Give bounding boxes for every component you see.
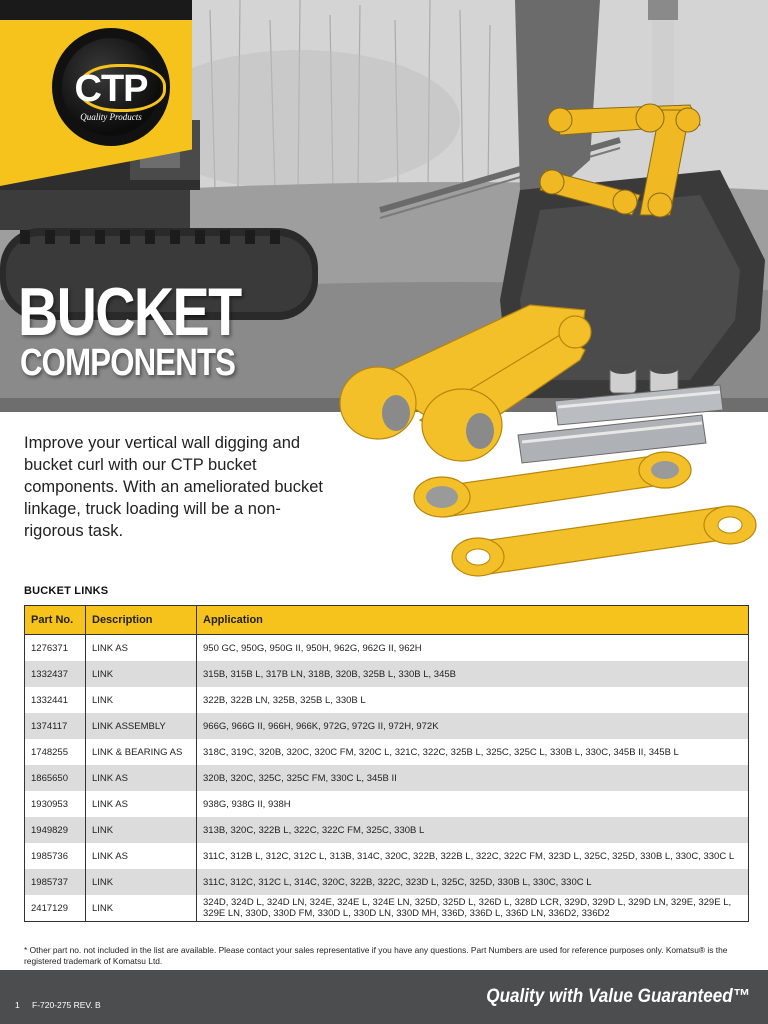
- part-no-cell: 1374117: [25, 713, 86, 739]
- description-cell: LINK: [86, 687, 197, 713]
- table-row: [25, 843, 749, 869]
- intro-paragraph: Improve your vertical wall digging and bucket curl with our CTP bucket components. With an ameliorated bucket linkage, truck loading will be a non-rigorous task.: [24, 434, 323, 540]
- application-cell: 966G, 966G II, 966H, 966K, 972G, 972G II, 972H, 972K: [197, 713, 749, 739]
- application-cell: 311C, 312B L, 312C, 312C L, 313B, 314C, 320C, 322B, 322B L, 322C, 322C FM, 323D L, 325C, 325D, 330B L, 330C, 330C L: [197, 843, 749, 869]
- application-cell: 313B, 320C, 322B L, 322C, 322C FM, 325C, 330B L: [197, 817, 749, 843]
- application-cell: 320B, 320C, 325C, 325C FM, 330C L, 345B II: [197, 765, 749, 791]
- application-cell: 938G, 938G II, 938H: [197, 791, 749, 817]
- description-cell: LINK AS: [86, 635, 197, 662]
- table-row: [25, 739, 749, 765]
- table-row: [25, 869, 749, 895]
- logo-text: CTP: [74, 68, 148, 110]
- header-application: Application: [197, 606, 749, 635]
- table-row: [25, 687, 749, 713]
- table-row: [25, 791, 749, 817]
- description-cell: LINK ASSEMBLY: [86, 713, 197, 739]
- table-row: [25, 713, 749, 739]
- part-no-cell: 1276371: [25, 635, 86, 662]
- application-cell: 950 GC, 950G, 950G II, 950H, 962G, 962G II, 962H: [197, 635, 749, 662]
- footer-tagline: Quality with Value Guaranteed™: [486, 986, 750, 1007]
- page-title: BUCKET: [18, 274, 241, 350]
- page-number: 1: [15, 1000, 20, 1010]
- description-cell: LINK: [86, 869, 197, 895]
- application-cell: 322B, 322B LN, 325B, 325B L, 330B L: [197, 687, 749, 713]
- application-cell: 311C, 312C, 312C L, 314C, 320C, 322B, 322C, 323D L, 325C, 325D, 330B L, 330C, 330C L: [197, 869, 749, 895]
- application-cell: 324D, 324D L, 324D LN, 324E, 324E L, 324E LN, 325D, 325D L, 326D L, 328D LCR, 329D, 329D L, 329D LN, 329E, 329E L, 329E LN, 330D, 330D FM, 330D L, 330D LN, 330D MH, 336D, 336D L, 336D LN, 336D2, 336D2: [197, 895, 749, 922]
- description-cell: LINK: [86, 817, 197, 843]
- table-row: [25, 635, 749, 662]
- part-no-cell: 1985737: [25, 869, 86, 895]
- part-no-cell: 1985736: [25, 843, 86, 869]
- table-title: BUCKET LINKS: [24, 585, 109, 597]
- footnote: * Other part no. not included in the list are available. Please contact your sales representative if you have any questions. Part Numbers are used for reference purposes only. Komatsu® is the registered trademark of Komatsu Ltd.: [24, 945, 728, 966]
- bucket-links-table: [24, 605, 749, 922]
- part-no-cell: 1748255: [25, 739, 86, 765]
- description-cell: LINK AS: [86, 765, 197, 791]
- description-cell: LINK AS: [86, 843, 197, 869]
- page-subtitle: COMPONENTS: [20, 342, 236, 384]
- ctp-logo: [48, 24, 174, 150]
- table-header-row: [25, 606, 749, 635]
- description-cell: LINK: [86, 661, 197, 687]
- header-description: Description: [86, 606, 197, 635]
- application-cell: 318C, 319C, 320B, 320C, 320C FM, 320C L, 321C, 322C, 325B L, 325C, 325C L, 330B L, 330C, 345B II, 345B L: [197, 739, 749, 765]
- page-footer: [0, 970, 768, 1024]
- bucket-links-product-image: [330, 285, 768, 595]
- table-row: [25, 895, 749, 922]
- part-no-cell: 2417129: [25, 895, 86, 922]
- logo-tagline: Quality Products: [80, 112, 142, 122]
- application-cell: 315B, 315B L, 317B LN, 318B, 320B, 325B L, 330B L, 345B: [197, 661, 749, 687]
- part-no-cell: 1332437: [25, 661, 86, 687]
- table-row: [25, 765, 749, 791]
- part-no-cell: 1865650: [25, 765, 86, 791]
- description-cell: LINK & BEARING AS: [86, 739, 197, 765]
- header-part-no: Part No.: [25, 606, 86, 635]
- document-code: F-720-275 REV. B: [32, 1000, 101, 1010]
- part-no-cell: 1949829: [25, 817, 86, 843]
- part-no-cell: 1332441: [25, 687, 86, 713]
- part-no-cell: 1930953: [25, 791, 86, 817]
- description-cell: LINK: [86, 895, 197, 922]
- table-row: [25, 817, 749, 843]
- table-row: [25, 661, 749, 687]
- description-cell: LINK AS: [86, 791, 197, 817]
